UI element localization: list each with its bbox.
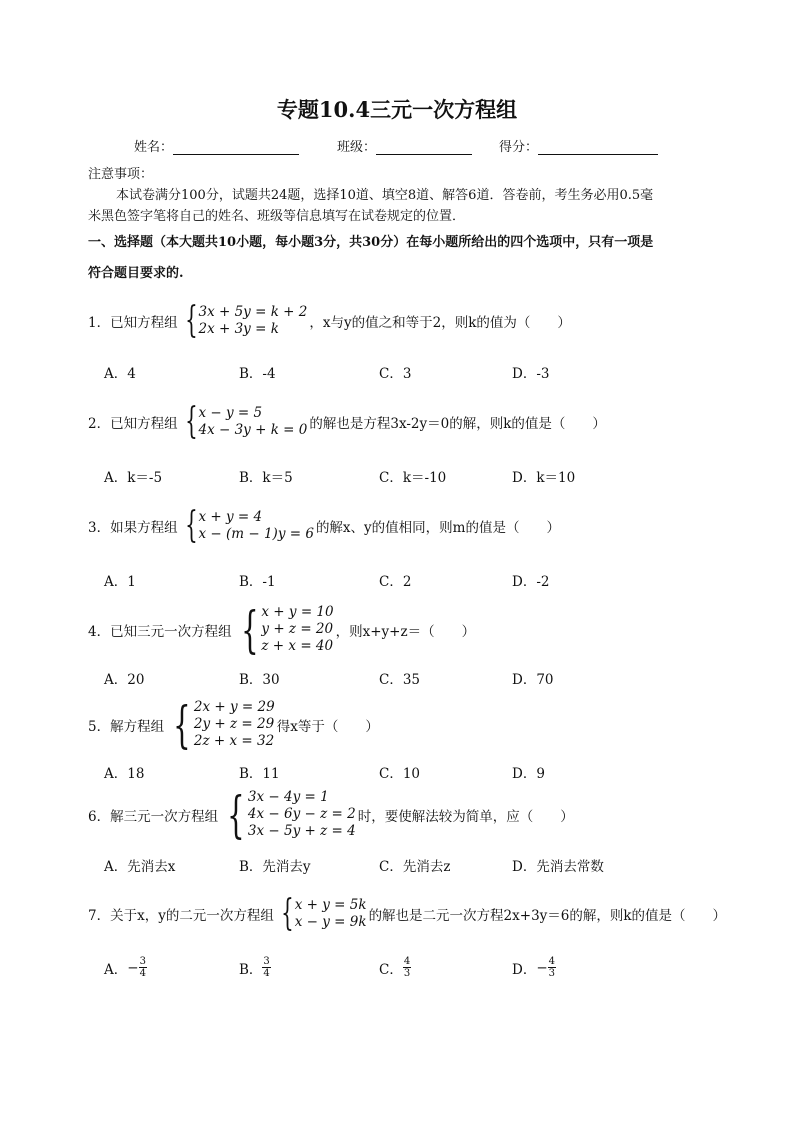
- option-b[interactable]: [239, 570, 276, 590]
- fraction-denominator: 3: [548, 968, 556, 979]
- option-label: B．先消去y: [239, 859, 311, 875]
- fraction: [548, 956, 556, 979]
- fraction-denominator: 4: [139, 968, 146, 979]
- notice-line-2: 米黑色签字笔将自己的姓名、班级等信息填写在试卷规定的位置．: [88, 209, 466, 224]
- brace-icon: {: [240, 600, 259, 659]
- equation-system: [220, 785, 356, 844]
- class-field-group: [337, 136, 472, 155]
- option-label: C．35: [379, 672, 421, 688]
- question-6: [88, 785, 574, 844]
- question-prefix: 1．已知方程组: [88, 315, 178, 331]
- equation: 2z + x = 32: [193, 733, 275, 749]
- option-label: B．11: [239, 766, 280, 782]
- minus-sign: −: [536, 959, 548, 976]
- option-c[interactable]: [379, 570, 411, 590]
- equation-system: [180, 401, 308, 442]
- option-c[interactable]: [379, 466, 446, 486]
- equation: x + y = 5k: [294, 897, 367, 913]
- question-prefix: 5．解方程组: [88, 718, 165, 735]
- option-b[interactable]: [239, 762, 280, 782]
- option-label: D．-3: [512, 366, 550, 382]
- option-label: C．先消去z: [379, 859, 451, 875]
- option-label: A．1: [104, 574, 136, 590]
- fraction-numerator: 4: [403, 956, 411, 967]
- fraction: [262, 956, 270, 979]
- option-label: D．: [512, 961, 537, 978]
- class-label: 班级：: [337, 140, 377, 155]
- equation: x − (m − 1)y = 6: [198, 526, 314, 542]
- question-suffix: 的解也是方程3x-2y＝0的解，则k的值是（ ）: [309, 416, 606, 432]
- question-suffix: 的解也是二元一次方程2x+3y＝6的解，则k的值是（ ）: [368, 908, 727, 924]
- option-label: D．9: [512, 766, 545, 782]
- equation: x + y = 10: [261, 604, 334, 620]
- notice-line-1: 本试卷满分100分，试题共24题，选择10道、填空8道、解答6道．答卷前，考生务必用0.5毫: [116, 188, 654, 203]
- question-5: [88, 695, 379, 754]
- score-field-group: [499, 136, 658, 155]
- option-c[interactable]: [379, 855, 450, 875]
- brace-icon: {: [184, 505, 198, 546]
- question-prefix: 4．已知三元一次方程组: [88, 623, 232, 640]
- equation-system: [234, 600, 334, 659]
- score-label: 得分：: [499, 140, 539, 155]
- option-label: C．2: [379, 574, 412, 590]
- name-label: 姓名：: [134, 140, 174, 155]
- question-suffix: 得x等于（ ）: [276, 718, 379, 735]
- option-a[interactable]: [104, 762, 144, 782]
- fraction: [139, 956, 147, 979]
- option-d[interactable]: [512, 362, 549, 382]
- fraction-numerator: 3: [263, 956, 270, 967]
- option-label: A．先消去x: [104, 859, 176, 875]
- equation-system: [166, 695, 275, 754]
- equation: x − y = 5: [198, 405, 263, 421]
- question-3: [88, 505, 560, 546]
- equation: x + y = 4: [198, 509, 263, 525]
- equation-system: [180, 505, 314, 546]
- option-label: B．-4: [239, 366, 276, 382]
- option-c[interactable]: [379, 668, 420, 688]
- name-blank[interactable]: [173, 140, 299, 155]
- question-7: [88, 893, 727, 934]
- option-label: D．-2: [512, 574, 550, 590]
- equation-system: [180, 300, 308, 341]
- option-label: B．: [239, 961, 263, 978]
- class-blank[interactable]: [376, 140, 472, 155]
- fraction-denominator: 4: [263, 968, 270, 979]
- option-label: C．: [379, 961, 403, 978]
- brace-icon: {: [184, 300, 198, 341]
- fraction-denominator: 3: [403, 968, 411, 979]
- minus-sign: −: [127, 959, 139, 976]
- option-label: D．70: [512, 672, 554, 688]
- option-a[interactable]: [104, 570, 136, 590]
- option-d[interactable]: [512, 570, 549, 590]
- option-b[interactable]: [239, 855, 311, 875]
- option-d[interactable]: [512, 466, 575, 486]
- question-1: [88, 300, 571, 341]
- option-label: D．先消去常数: [512, 859, 604, 875]
- equation: 3x − 5y + z = 4: [247, 823, 356, 839]
- option-label: A．4: [104, 366, 136, 382]
- equation: 4x − 3y + k = 0: [198, 422, 308, 438]
- option-label: A．20: [104, 672, 145, 688]
- brace-icon: {: [280, 893, 294, 934]
- equation: 2x + 3y = k: [198, 321, 279, 337]
- question-prefix: 2．已知方程组: [88, 416, 178, 432]
- option-label: C．k＝-10: [379, 470, 447, 486]
- option-a[interactable]: [104, 855, 175, 875]
- brace-icon: {: [184, 401, 198, 442]
- option-label: A．18: [104, 766, 145, 782]
- option-label: A．k＝-5: [104, 470, 163, 486]
- question-suffix: ，x与y的值之和等于2，则k的值为（ ）: [309, 315, 571, 331]
- score-blank[interactable]: [538, 140, 658, 155]
- equation: x − y = 9k: [294, 914, 367, 930]
- option-d[interactable]: [512, 855, 604, 875]
- question-4: [88, 600, 476, 659]
- question-prefix: 7．关于x，y的二元一次方程组: [88, 908, 274, 924]
- section-heading-line-2: 符合题目要求的.: [88, 266, 184, 281]
- equation: y + z = 20: [261, 621, 334, 637]
- option-a[interactable]: [104, 956, 147, 979]
- option-c[interactable]: [379, 956, 411, 979]
- question-suffix: 的解x、y的值相同，则m的值是（ ）: [315, 520, 560, 536]
- option-label: B．k＝5: [239, 470, 293, 486]
- brace-icon: {: [173, 695, 191, 754]
- section-heading-line-1: 一、选择题（本大题共10小题，每小题3分，共30分）在每小题所给出的四个选项中，只有一项是: [88, 235, 654, 250]
- option-label: C．10: [379, 766, 421, 782]
- option-c[interactable]: [379, 362, 411, 382]
- option-label: D．k＝10: [512, 470, 576, 486]
- question-2: [88, 401, 606, 442]
- option-label: B．30: [239, 672, 280, 688]
- option-d[interactable]: [512, 956, 556, 979]
- fraction: [403, 956, 411, 979]
- option-a[interactable]: [104, 466, 162, 486]
- question-prefix: 3．如果方程组: [88, 520, 178, 536]
- option-b[interactable]: [239, 956, 271, 979]
- option-label: C．3: [379, 366, 412, 382]
- fraction-numerator: 3: [139, 956, 146, 967]
- option-b[interactable]: [239, 466, 293, 486]
- equation: 3x + 5y = k + 2: [198, 304, 308, 320]
- notice-heading: 注意事项：: [88, 167, 154, 182]
- name-field-group: [134, 136, 299, 155]
- fraction-numerator: 4: [548, 956, 556, 967]
- option-label: A．: [104, 961, 128, 978]
- question-suffix: ，则x+y+z＝（ ）: [335, 623, 476, 640]
- option-label: B．-1: [239, 574, 276, 590]
- equation: 4x − 6y − z = 2: [247, 806, 356, 822]
- equation: 3x − 4y = 1: [247, 789, 329, 805]
- equation: 2x + y = 29: [193, 699, 275, 715]
- option-a[interactable]: [104, 668, 144, 688]
- option-b[interactable]: [239, 362, 276, 382]
- question-suffix: 时，要使解法较为简单，应（ ）: [357, 808, 574, 825]
- option-c[interactable]: [379, 762, 420, 782]
- equation: z + x = 40: [261, 638, 334, 654]
- option-a[interactable]: [104, 362, 136, 382]
- page-title: 专题10.4三元一次方程组: [276, 97, 518, 122]
- option-b[interactable]: [239, 668, 280, 688]
- equation-system: [276, 893, 367, 934]
- question-prefix: 6．解三元一次方程组: [88, 808, 219, 825]
- option-d[interactable]: [512, 762, 545, 782]
- option-d[interactable]: [512, 668, 554, 688]
- brace-icon: {: [227, 785, 245, 844]
- equation: 2y + z = 29: [193, 716, 275, 732]
